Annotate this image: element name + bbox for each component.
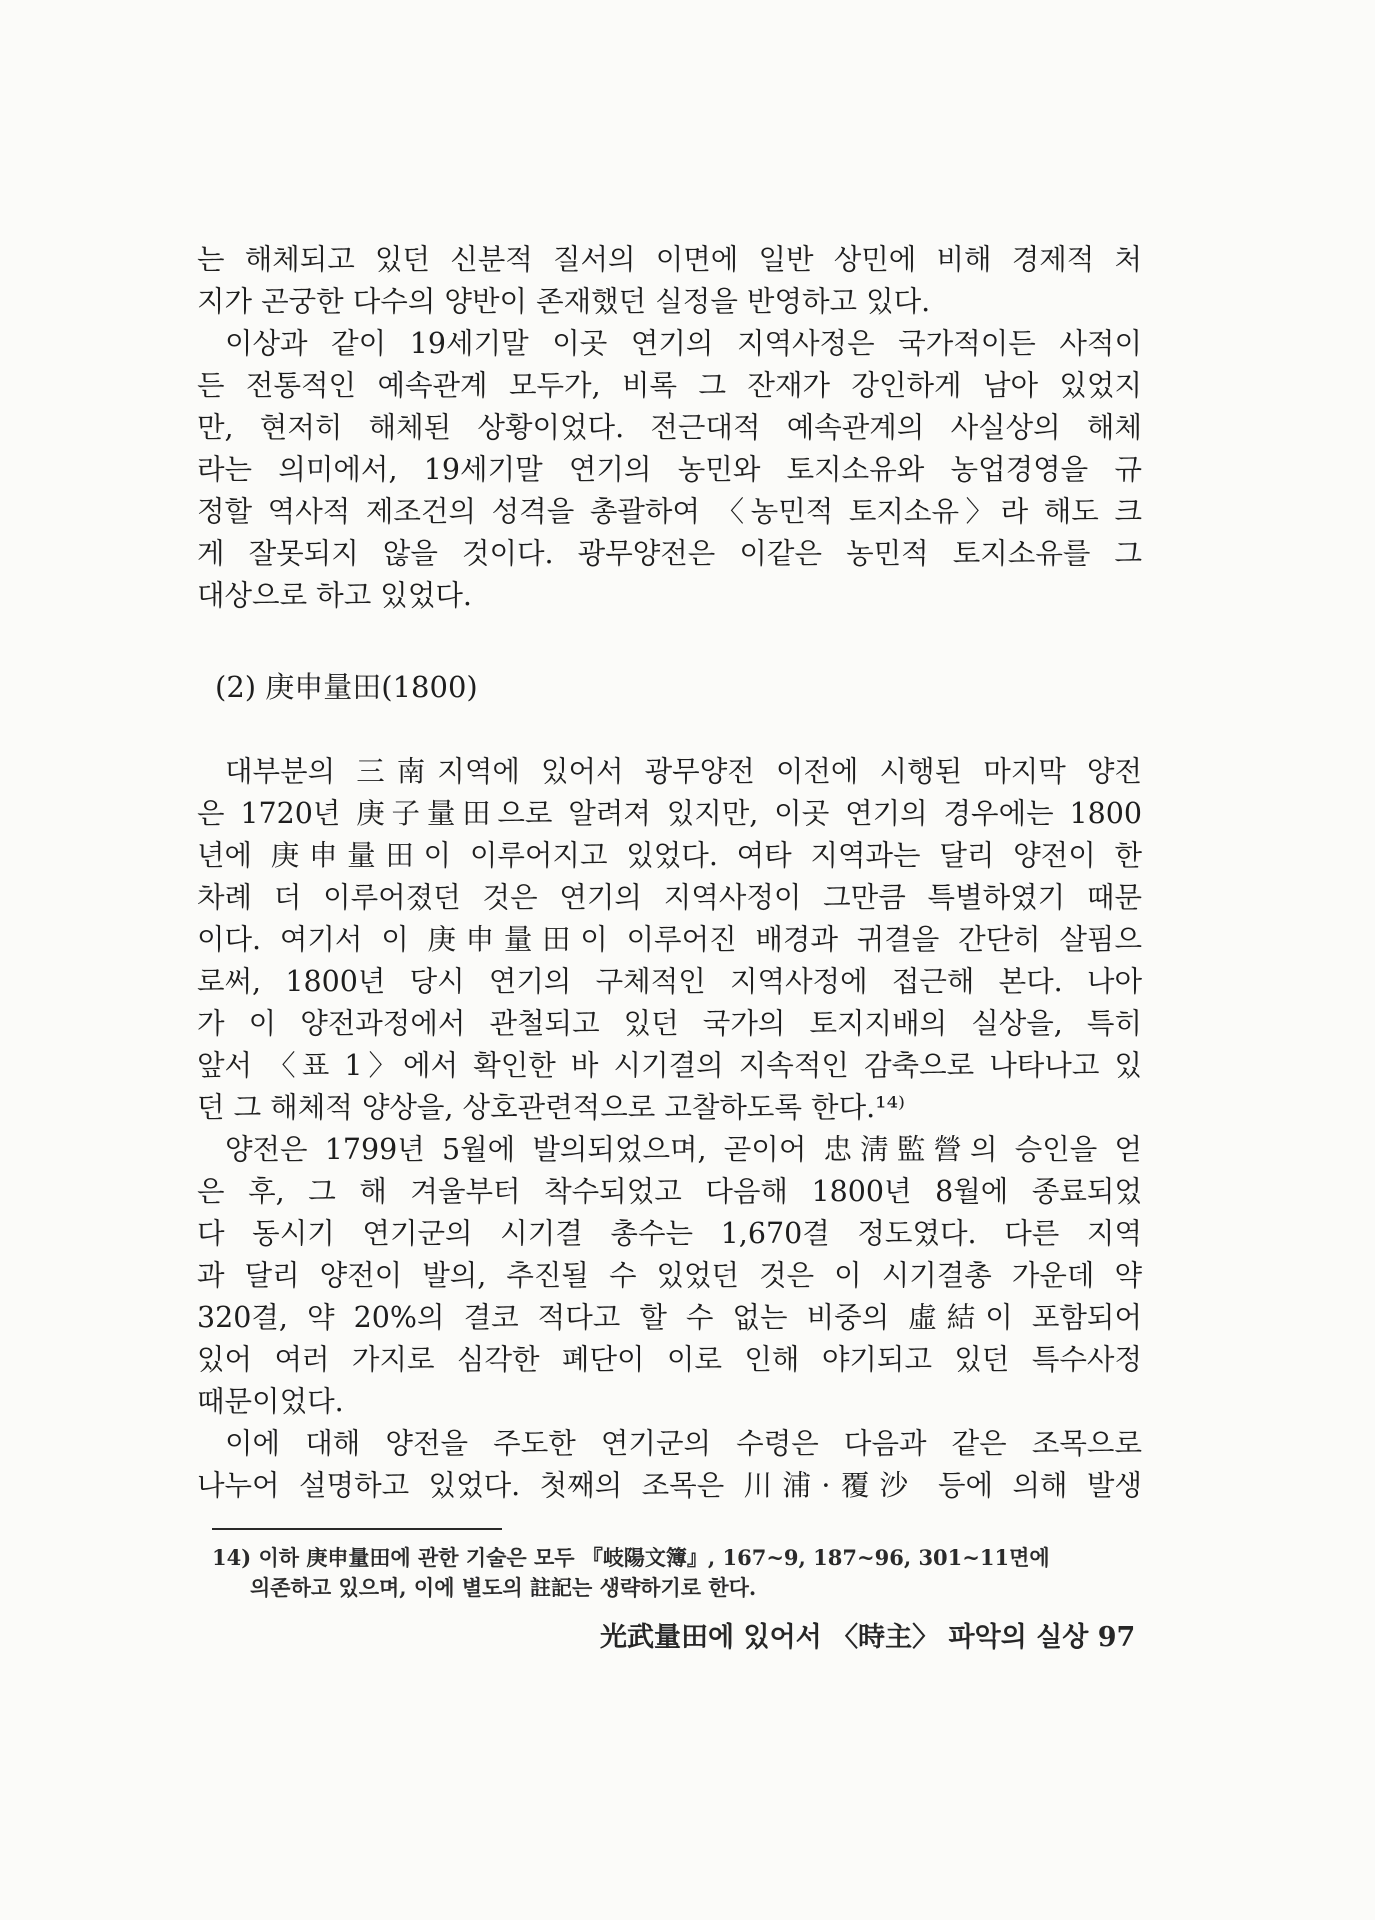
text-line: 는 해체되고 있던 신분적 질서의 이면에 일반 상민에 비해 경제적 처	[197, 243, 1142, 276]
text-line: 이에 대해 양전을 주도한 연기군의 수령은 다음과 같은 조목으로	[225, 1427, 1142, 1460]
text-line: 로써, 1800년 당시 연기의 구체적인 지역사정에 접근해 본다. 나아	[197, 965, 1142, 998]
footnote-line: 의존하고 있으며, 이에 별도의 註記는 생략하기로 한다.	[250, 1575, 757, 1600]
text-line: 은 1720년 庚子量田으로 알려져 있지만, 이곳 연기의 경우에는 1800	[197, 797, 1142, 830]
text-line: 정할 역사적 제조건의 성격을 총괄하여 〈농민적 토지소유〉라 해도 크	[197, 495, 1142, 528]
text-line: 지가 곤궁한 다수의 양반이 존재했던 실정을 반영하고 있다.	[197, 285, 931, 318]
text-line: 차례 더 이루어졌던 것은 연기의 지역사정이 그만큼 특별하였기 때문	[197, 881, 1142, 914]
text-line: 있어 여러 가지로 심각한 폐단이 이로 인해 야기되고 있던 특수사정	[197, 1343, 1142, 1376]
text-line: 가 이 양전과정에서 관철되고 있던 국가의 토지지배의 실상을, 특히	[197, 1007, 1142, 1040]
section-heading: (2) 庚申量田(1800)	[215, 670, 478, 704]
text-line: 년에 庚申量田이 이루어지고 있었다. 여타 지역과는 달리 양전이 한	[197, 839, 1142, 872]
footnote-divider	[212, 1528, 502, 1530]
text-line: 이상과 같이 19세기말 이곳 연기의 지역사정은 국가적이든 사적이	[225, 327, 1142, 360]
text-line: 라는 의미에서, 19세기말 연기의 농민와 토지소유와 농업경영을 규	[197, 453, 1142, 486]
text-line: 든 전통적인 예속관계 모두가, 비록 그 잔재가 강인하게 남아 있었지	[197, 369, 1142, 402]
text-line: 대부분의 三南지역에 있어서 광무양전 이전에 시행된 마지막 양전	[225, 755, 1142, 788]
text-line: 320결, 약 20%의 결코 적다고 할 수 없는 비중의 虛結이 포함되어	[197, 1301, 1142, 1334]
running-footer: 光武量田에 있어서 〈時主〉 파악의 실상 97	[600, 1622, 1136, 1653]
text-line: 만, 현저히 해체된 상황이었다. 전근대적 예속관계의 사실상의 해체	[197, 411, 1142, 444]
text-line: 양전은 1799년 5월에 발의되었으며, 곧이어 忠淸監營의 승인을 얻	[225, 1133, 1142, 1166]
text-line: 때문이었다.	[197, 1385, 344, 1418]
text-line: 나누어 설명하고 있었다. 첫째의 조목은 川浦·覆沙 등에 의해 발생	[197, 1469, 1142, 1502]
text-line: 던 그 해체적 양상을, 상호관련적으로 고찰하도록 한다.¹⁴⁾	[197, 1091, 906, 1124]
text-line: 대상으로 하고 있었다.	[197, 579, 472, 612]
text-line: 다 동시기 연기군의 시기결 총수는 1,670결 정도였다. 다른 지역	[197, 1217, 1142, 1250]
text-line: 앞서 〈표 1〉에서 확인한 바 시기결의 지속적인 감축으로 나타나고 있	[197, 1049, 1142, 1082]
text-line: 이다. 여기서 이 庚申量田이 이루어진 배경과 귀결을 간단히 살핌으	[197, 923, 1142, 956]
text-line: 과 달리 양전이 발의, 추진될 수 있었던 것은 이 시기결총 가운데 약	[197, 1259, 1142, 1292]
text-line: 은 후, 그 해 겨울부터 착수되었고 다음해 1800년 8월에 종료되었	[197, 1175, 1142, 1208]
text-line: 게 잘못되지 않을 것이다. 광무양전은 이같은 농민적 토지소유를 그	[197, 537, 1142, 570]
footnote-line: 14) 이하 庚申量田에 관한 기술은 모두 『岐陽文簿』, 167~9, 187~96, 301~11면에	[212, 1545, 1050, 1570]
